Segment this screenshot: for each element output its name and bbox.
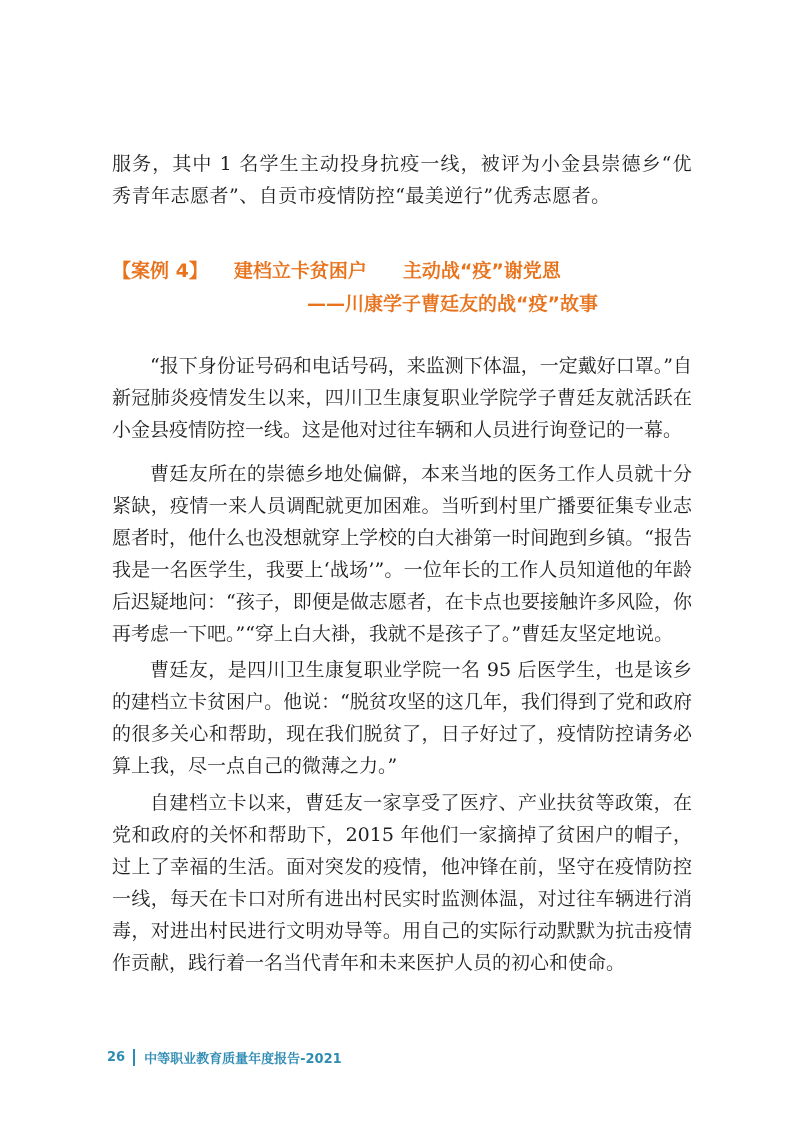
case-title-part2: 主动战“疫”谢党恩 — [402, 260, 561, 282]
body-paragraph-2: 曹廷友所在的崇德乡地处偏僻，本来当地的医务工作人员就十分紧缺，疫情一来人员调配就更加困难。当听到村里广播要征集专业志愿者时，他什么也没想就穿上学校的白大褂第一时间跑到乡镇。“报告我是一名医学生，我要上‘战场’”。一位年长的工作人员知道他的年龄后迟疑地问：“孩子，即便是做志愿者，在卡点也要接触许多风险，你再考虑一下吧。”“穿上白大褂，我就不是孩子了。”曹廷友坚定地说。 — [112, 463, 692, 645]
case-title-part1: 建档立卡贫困户 — [233, 260, 367, 282]
case-heading — [112, 256, 561, 283]
body-paragraph-3: 曹廷友，是四川卫生康复职业学院一名 95 后医学生，也是该乡的建档立卡贫困户。他说：“脱贫攻坚的这几年，我们得到了党和政府的很多关心和帮助，现在我们脱贫了，日子好过了，疫情防控请务必算上我，尽一点自己的微薄之力。” — [112, 659, 692, 777]
body-paragraph-4: 自建档立卡以来，曹廷友一家享受了医疗、产业扶贫等政策，在党和政府的关怀和帮助下，2015 年他们一家摘掉了贫困户的帽子，过上了幸福的生活。面对突发的疫情，他冲锋在前，坚守在疫情防控一线，每天在卡口对所有进出村民实时监测体温，对过往车辆进行消毒，对进出村民进行文明劝导等。用自己的实际行动默默为抗击疫情作贡献，践行着一名当代青年和未来医护人员的初心和使命。 — [112, 792, 692, 974]
case-label: 【案例 4】 — [112, 260, 208, 282]
case-subtitle: ——川康学子曹廷友的战“疫”故事 — [307, 293, 598, 315]
page-footer — [107, 1048, 342, 1067]
intro-paragraph: 服务，其中 1 名学生主动投身抗疫一线，被评为小金县崇德乡“优秀青年志愿者”、自贡市疫情防控“最美逆行”优秀志愿者。 — [112, 153, 692, 207]
footer-divider — [133, 1049, 135, 1066]
page-number: 26 — [107, 1050, 126, 1065]
body-paragraph-1: “报下身份证号码和电话号码，来监测下体温，一定戴好口罩。”自新冠肺炎疫情发生以来，四川卫生康复职业学院学子曹廷友就活跃在小金县疫情防控一线。这是他对过往车辆和人员进行询登记的一幕。 — [112, 355, 692, 441]
report-title: 中等职业教育质量年度报告-2021 — [144, 1052, 342, 1067]
